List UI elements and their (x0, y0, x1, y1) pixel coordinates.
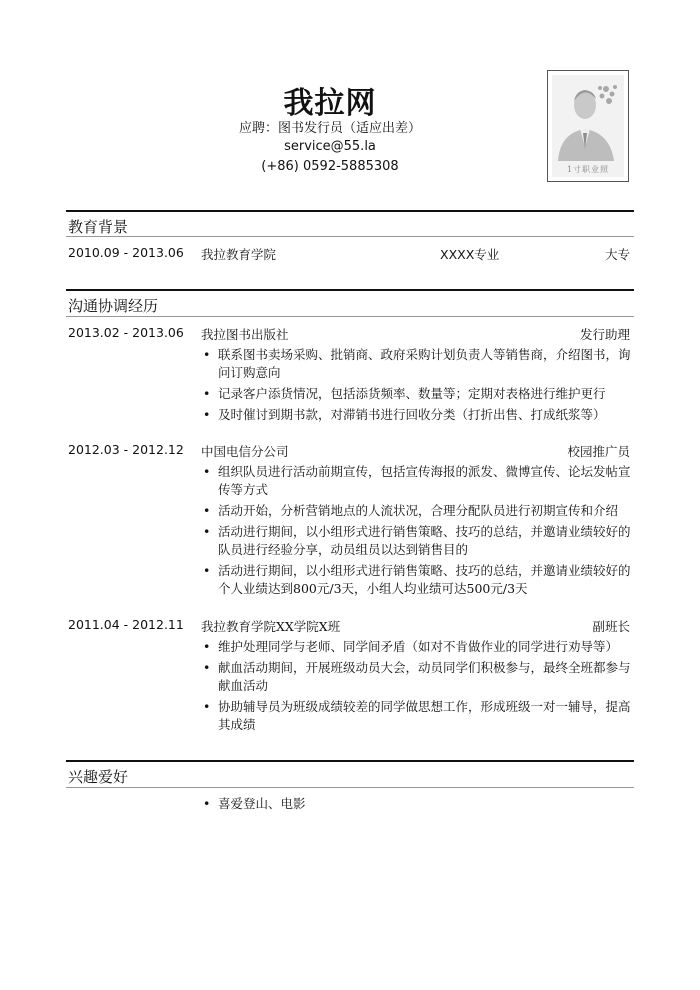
section-underline (66, 236, 634, 237)
education-major: XXXX专业 (440, 247, 500, 262)
photo-caption: 1寸职业照 (566, 165, 610, 174)
applied-position: 应聘：图书发行员（适应出差） (238, 121, 421, 136)
experience-date: 2011.04 - 2012.11 (68, 617, 184, 632)
list-item: • 及时催讨到期书款，对滞销书进行回收分类（打折出售、打成纸浆等） (201, 406, 633, 424)
section-title-experience: 沟通协调经历 (68, 297, 159, 315)
experience-org: 我拉教育学院XX学院X班 (201, 619, 341, 634)
education-school: 我拉教育学院 (201, 247, 277, 262)
list-item: • 记录客户添货情况，包括添货频率、数量等；定期对表格进行维护更行 (201, 385, 633, 403)
experience-org: 我拉图书出版社 (201, 327, 289, 342)
section-divider (66, 210, 634, 212)
email: service@55.la (284, 139, 376, 154)
avatar-placeholder-icon (552, 75, 624, 177)
experience-date: 2012.03 - 2012.12 (68, 442, 184, 457)
experience-bullets (201, 463, 633, 601)
experience-bullets (201, 346, 633, 427)
section-title-education: 教育背景 (68, 218, 129, 236)
profile-photo (547, 70, 629, 182)
experience-role: 副班长 (592, 619, 630, 634)
experience-date: 2013.02 - 2013.06 (68, 325, 184, 340)
section-underline (66, 316, 634, 317)
section-divider (66, 760, 634, 762)
list-item: • 协助辅导员为班级成绩较差的同学做思想工作，形成班级一对一辅导，提高其成绩 (201, 698, 633, 734)
education-date: 2010.09 - 2013.06 (68, 245, 184, 260)
list-item: • 联系图书卖场采购、批销商、政府采购计划负责人等销售商，介绍图书，询问订购意向 (201, 346, 633, 382)
phone: (+86) 0592-5885308 (261, 159, 399, 174)
experience-bullets (201, 638, 633, 737)
candidate-name: 我拉网 (283, 86, 377, 121)
list-item: • 组织队员进行活动前期宣传，包括宣传海报的派发、微博宣传、论坛发帖宣传等方式 (201, 463, 633, 499)
experience-role: 发行助理 (579, 327, 630, 342)
list-item: • 活动进行期间，以小组形式进行销售策略、技巧的总结，并邀请业绩较好的队员进行经验分享，动员组员以达到销售目的 (201, 523, 633, 559)
list-item: • 献血活动期间，开展班级动员大会，动员同学们积极参与，最终全班都参与献血活动 (201, 659, 633, 695)
education-degree: 大专 (604, 247, 630, 262)
section-title-hobbies: 兴趣爱好 (68, 768, 129, 786)
experience-org: 中国电信分公司 (201, 444, 289, 459)
experience-role: 校园推广员 (567, 444, 630, 459)
section-underline (66, 787, 634, 788)
list-item: • 活动开始，分析营销地点的人流状况，合理分配队员进行初期宣传和介绍 (201, 502, 633, 520)
list-item: • 维护处理同学与老师、同学间矛盾（如对不肯做作业的同学进行劝导等） (201, 638, 633, 656)
hobby-list (201, 795, 633, 816)
list-item: • 喜爱登山、电影 (201, 795, 633, 813)
section-divider (66, 289, 634, 291)
list-item: • 活动进行期间，以小组形式进行销售策略、技巧的总结，并邀请业绩较好的个人业绩达到800元/3天，小组人均业绩可达500元/3天 (201, 562, 633, 598)
